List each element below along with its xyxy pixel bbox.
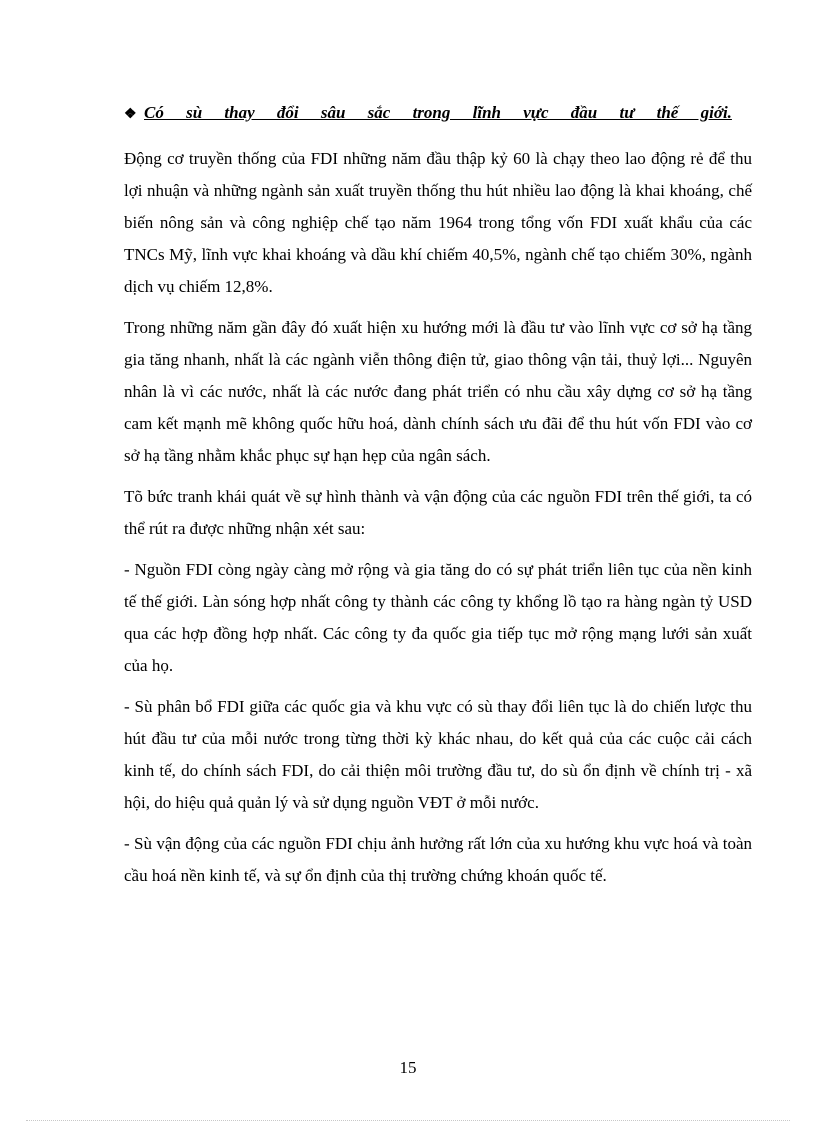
page-number: 15 [399,1058,417,1077]
paragraph-infrastructure-trend: Trong những năm gần đây đó xuất hiện xu hướng mới là đầu tư vào lĩnh vực cơ sở hạ tầng gia tăng nhanh, nhất là các ngành viễn thông điện tử, giao thông vận tải, thuỷ lợi... Nguyên nhân là vì các nước, nhất là các nước đang phát triển có nhu cầu xây dựng cơ sở hạ tầng cam kết mạnh mẽ không quốc hữu hoá, dành chính sách ưu đãi để thu hút vốn FDI vào cơ sở hạ tầng nhằm khắc phục sự hạn hẹp của ngân sách. [124,318,752,465]
paragraph-observation-regionalization: - Sù vận động của các nguồn FDI chịu ảnh hưởng rất lớn của xu hướng khu vực hoá và toàn cầu hoá nền kinh tế, và sự ổn định của thị trường chứng khoán quốc tế. [124,834,752,885]
paragraph-observation-growth: - Nguồn FDI còng ngày càng mở rộng và gia tăng do có sự phát triển liên tục của nền kinh tế thế giới. Làn sóng hợp nhất công ty thành các công ty khổng lồ tạo ra hàng ngàn tỷ USD qua các hợp đồng hợp nhất. Các công ty đa quốc gia tiếp tục mở rộng mạng lưới sản xuất của họ. [124,560,752,675]
paragraph-fdi-traditional-motive: Động cơ truyền thống của FDI những năm đầu thập kỷ 60 là chạy theo lao động rẻ để thu lợi nhuận và những ngành sản xuất truyền thống thu hút nhiều lao động là khai khoáng, chế biến nông sản và công nghiệp chế tạo năm 1964 trong tổng vốn FDI xuất khẩu của các TNCs Mỹ, lĩnh vực khai khoáng và dầu khí chiếm 40,5%, ngành chế tạo chiếm 30%, ngành dịch vụ chiếm 12,8%. [124,149,752,296]
body-text [124,143,752,901]
diamond-bullet-icon: ❖ [124,107,137,122]
paragraph-observations-intro: Tõ bức tranh khái quát về sự hình thành và vận động của các nguồn FDI trên thế giới, ta có thể rút ra được những nhận xét sau: [124,487,752,538]
paragraph-observation-distribution: - Sù phân bổ FDI giữa các quốc gia và khu vực có sù thay đổi liên tục là do chiến lược thu hút đầu tư của mỗi nước trong từng thời kỳ khác nhau, do kết quả của các cuộc cải cách kinh tế, do chính sách FDI, do cải thiện môi trường đầu tư, do sù ổn định về chính trị - xã hội, do hiệu quả quản lý và sử dụng nguồn VĐT ở mỗi nước. [124,697,752,812]
footer-divider [26,1120,790,1121]
section-heading-text: Có sù thay đổi sâu sắc trong lĩnh vực đầu tư thế giới. [144,103,732,122]
section-heading [124,101,752,127]
